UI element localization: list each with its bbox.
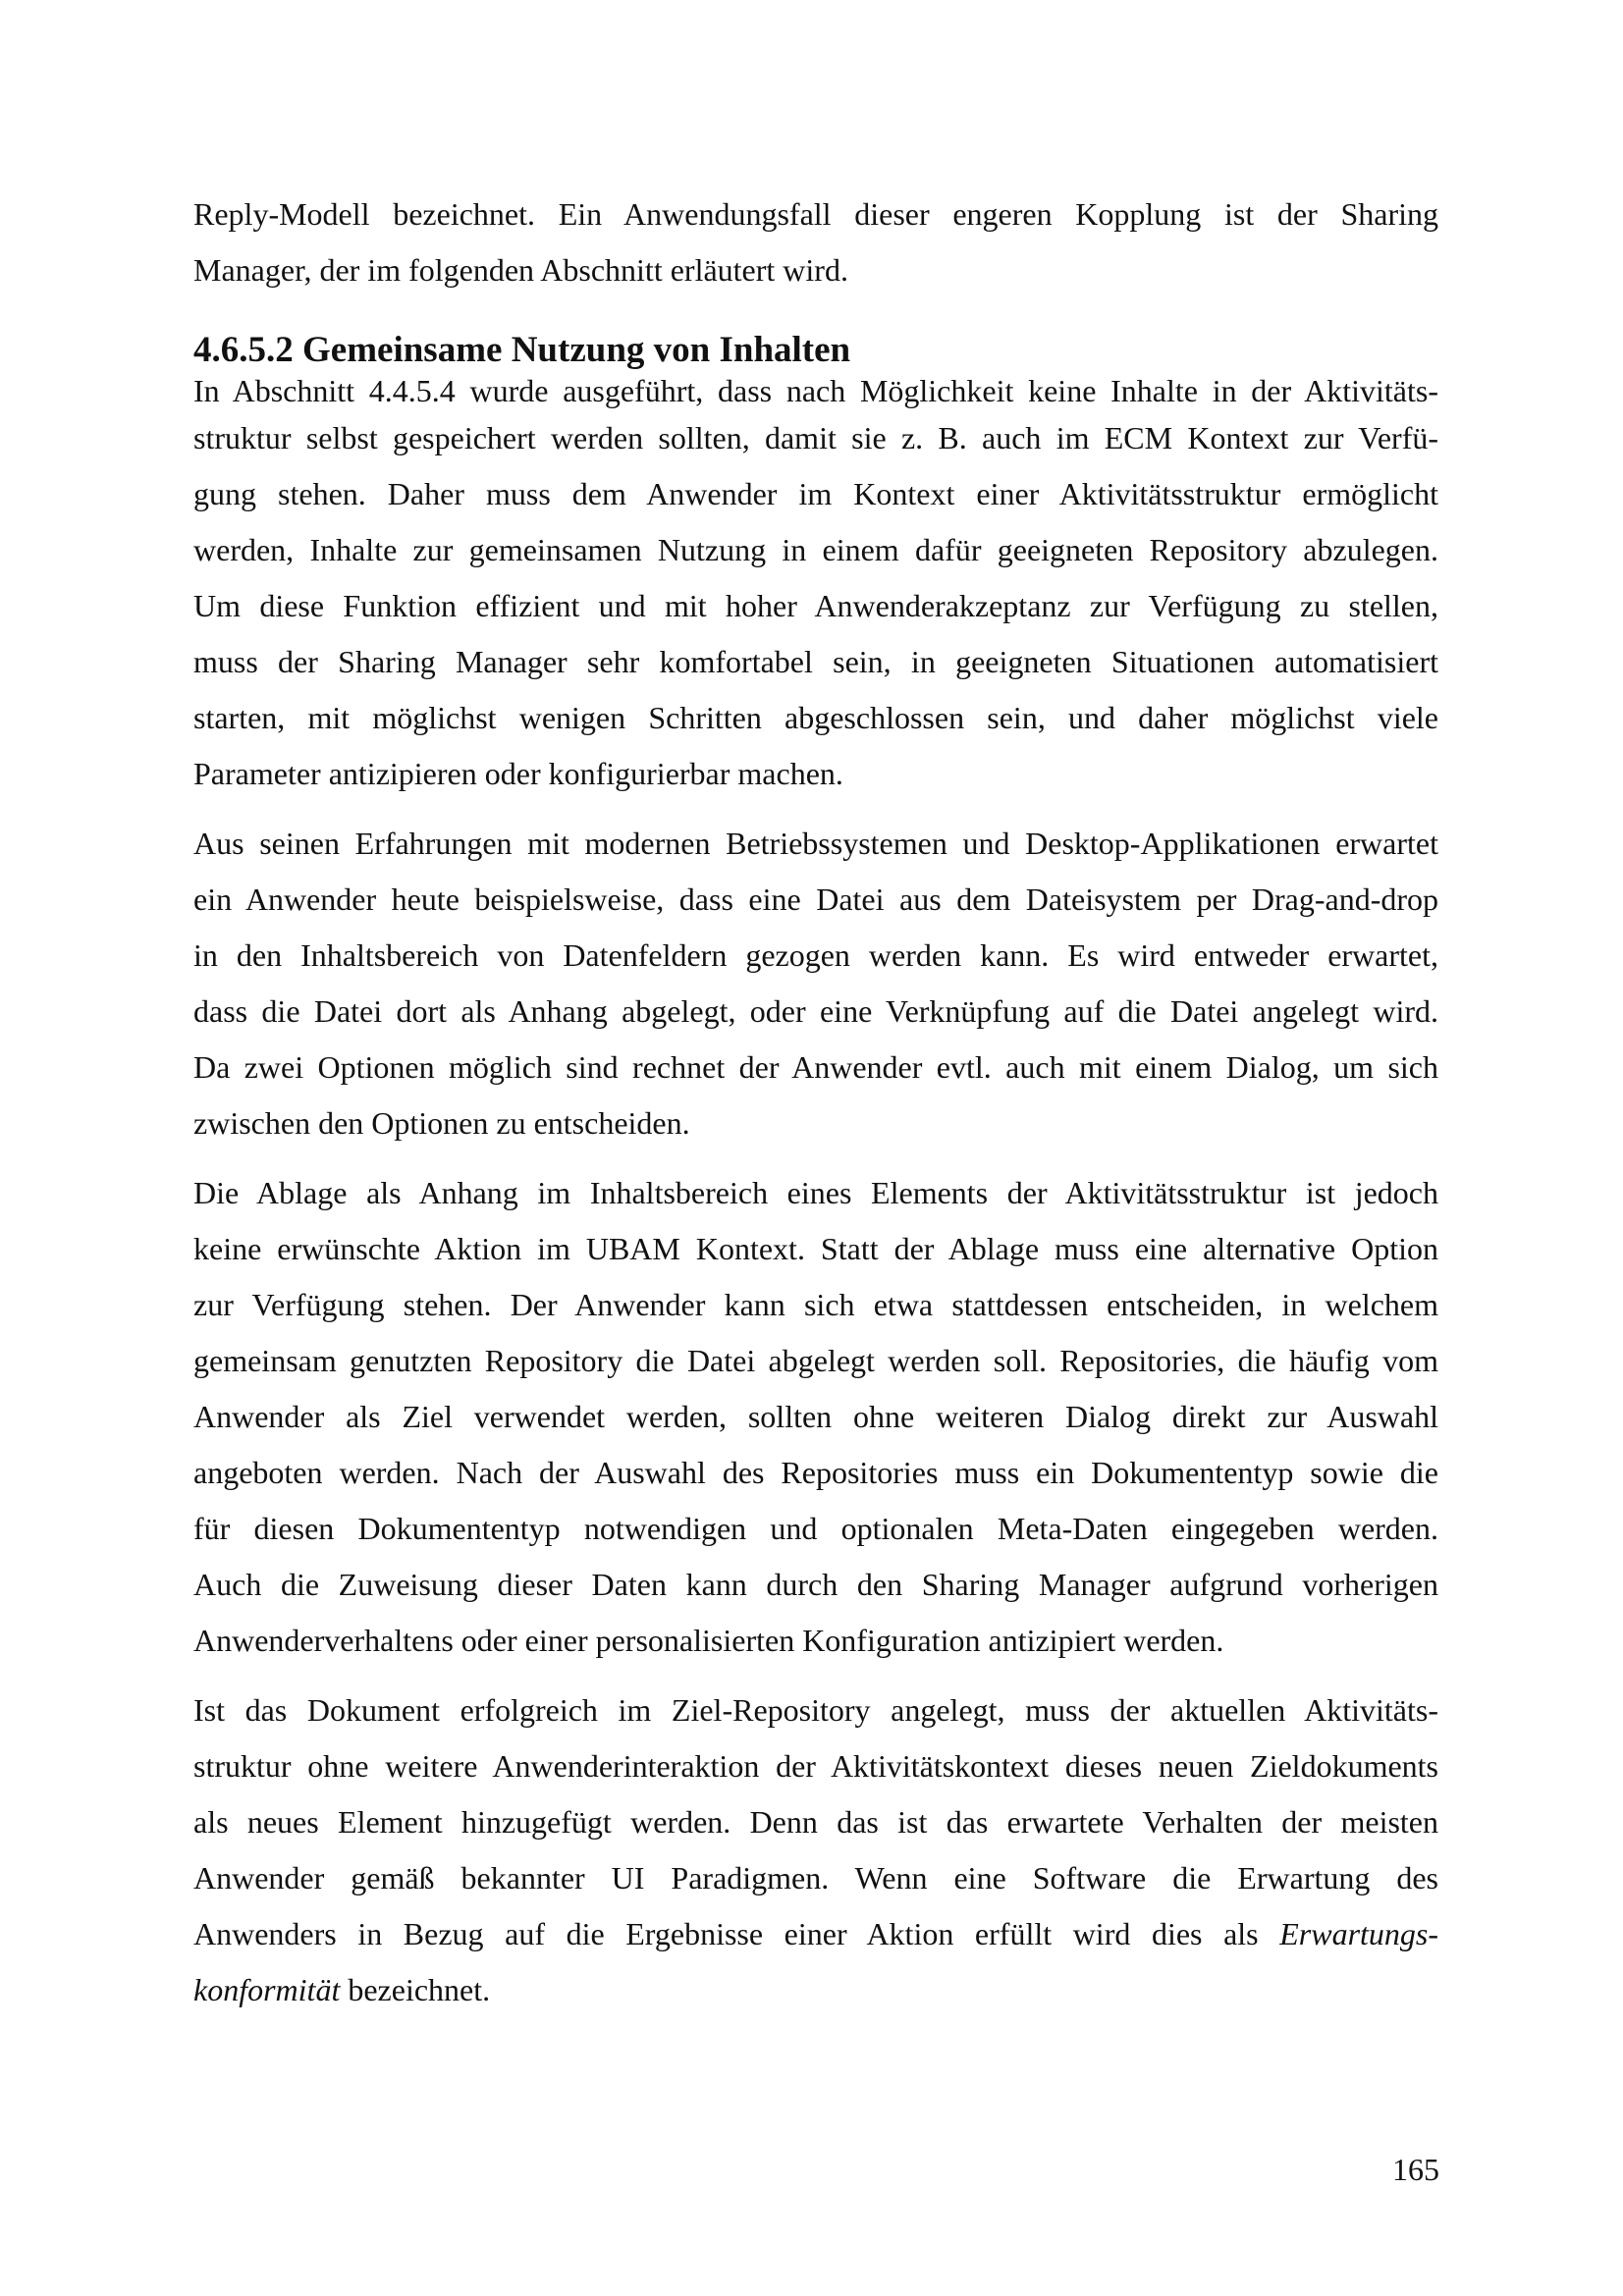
text-line: angeboten werden. Nach der Auswahl des Repositories muss ein Dokumententyp sowie die bbox=[193, 1455, 1438, 1490]
text-line: Auch die Zuweisung dieser Daten kann durch den Sharing Manager aufgrund vorherigen bbox=[193, 1567, 1438, 1602]
text-line: für diesen Dokumententyp notwendigen und optionalen Meta-Daten eingegeben werden. bbox=[193, 1511, 1438, 1546]
paragraph-2 bbox=[193, 816, 1438, 1151]
text-line: als neues Element hinzugefügt werden. Denn das ist das erwartete Verhalten der meisten bbox=[193, 1804, 1438, 1840]
page-body bbox=[193, 187, 1438, 2032]
text-line: Anwender als Ziel verwendet werden, sollten ohne weiteren Dialog direkt zur Auswahl bbox=[193, 1399, 1438, 1434]
text-line: starten, mit möglichst wenigen Schritten abgeschlossen sein, und daher möglichst viele bbox=[193, 700, 1438, 735]
text-line: Ist das Dokument erfolgreich im Ziel-Repository angelegt, muss der aktuellen Aktivitäts- bbox=[193, 1692, 1438, 1728]
emphasized-term: Erwartungs- bbox=[1279, 1916, 1439, 1951]
text-line: muss der Sharing Manager sehr komfortabel sein, in geeigneten Situationen automatisiert bbox=[193, 644, 1438, 679]
intro-paragraph bbox=[193, 187, 1438, 298]
text-line: Reply-Modell bezeichnet. Ein Anwendungsfall dieser engeren Kopplung ist der Sharing bbox=[193, 196, 1438, 232]
text-line bbox=[193, 1962, 1438, 2018]
text-line: In Abschnitt 4.4.5.4 wurde ausgeführt, dass nach Möglichkeit keine Inhalte in der Aktivitäts- bbox=[193, 373, 1438, 408]
text-segment: bezeichnet. bbox=[340, 1972, 491, 2007]
text-line: ein Anwender heute beispielsweise, dass eine Datei aus dem Dateisystem per Drag-and-drop bbox=[193, 881, 1438, 917]
text-line: Anwender gemäß bekannter UI Paradigmen. Wenn eine Software die Erwartung des bbox=[193, 1860, 1438, 1896]
text-line: Die Ablage als Anhang im Inhaltsbereich eines Elements der Aktivitätsstruktur ist jedoch bbox=[193, 1175, 1438, 1210]
text-line: Anwenderverhaltens oder einer personalisierten Konfiguration antizipiert werden. bbox=[193, 1623, 1224, 1658]
text-line: Da zwei Optionen möglich sind rechnet der Anwender evtl. auch mit einem Dialog, um sich bbox=[193, 1049, 1438, 1085]
paragraph-4 bbox=[193, 1682, 1438, 2018]
section-heading: 4.6.5.2 Gemeinsame Nutzung von Inhalten bbox=[193, 330, 851, 370]
text-line: zwischen den Optionen zu entscheiden. bbox=[193, 1105, 690, 1141]
page-number: 165 bbox=[1392, 2152, 1439, 2187]
text-line: gung stehen. Daher muss dem Anwender im Kontext einer Aktivitätsstruktur ermöglicht bbox=[193, 476, 1438, 511]
emphasized-term: konformität bbox=[193, 1972, 341, 2007]
text-line: keine erwünschte Aktion im UBAM Kontext. Statt der Ablage muss eine alternative Option bbox=[193, 1231, 1438, 1266]
paragraph-1 bbox=[193, 371, 1438, 802]
text-segment: Anwenders in Bezug auf die Ergebnisse einer Aktion erfüllt wird dies als bbox=[193, 1916, 1259, 1951]
text-line: Aus seinen Erfahrungen mit modernen Betriebssystemen und Desktop-Applikationen erwartet bbox=[193, 826, 1438, 861]
text-line: werden, Inhalte zur gemeinsamen Nutzung in einem dafür geeigneten Repository abzulegen. bbox=[193, 532, 1438, 567]
text-line bbox=[193, 1906, 1438, 1962]
text-line: Um diese Funktion effizient und mit hoher Anwenderakzeptanz zur Verfügung zu stellen, bbox=[193, 588, 1438, 623]
text-line: struktur ohne weitere Anwenderinteraktion der Aktivitätskontext dieses neuen Zieldokuments bbox=[193, 1748, 1438, 1784]
paragraph-3 bbox=[193, 1165, 1438, 1669]
text-line: in den Inhaltsbereich von Datenfeldern gezogen werden kann. Es wird entweder erwartet, bbox=[193, 937, 1438, 973]
text-line: dass die Datei dort als Anhang abgelegt, oder eine Verknüpfung auf die Datei angelegt wird. bbox=[193, 993, 1438, 1029]
text-line: Parameter antizipieren oder konfigurierbar machen. bbox=[193, 756, 843, 791]
text-line: zur Verfügung stehen. Der Anwender kann sich etwa stattdessen entscheiden, in welchem bbox=[193, 1287, 1438, 1322]
text-line: struktur selbst gespeichert werden sollten, damit sie z. B. auch im ECM Kontext zur Verfü- bbox=[193, 420, 1438, 455]
text-line: Manager, der im folgenden Abschnitt erläutert wird. bbox=[193, 252, 848, 288]
text-line: gemeinsam genutzten Repository die Datei abgelegt werden soll. Repositories, die häufig vom bbox=[193, 1343, 1438, 1378]
